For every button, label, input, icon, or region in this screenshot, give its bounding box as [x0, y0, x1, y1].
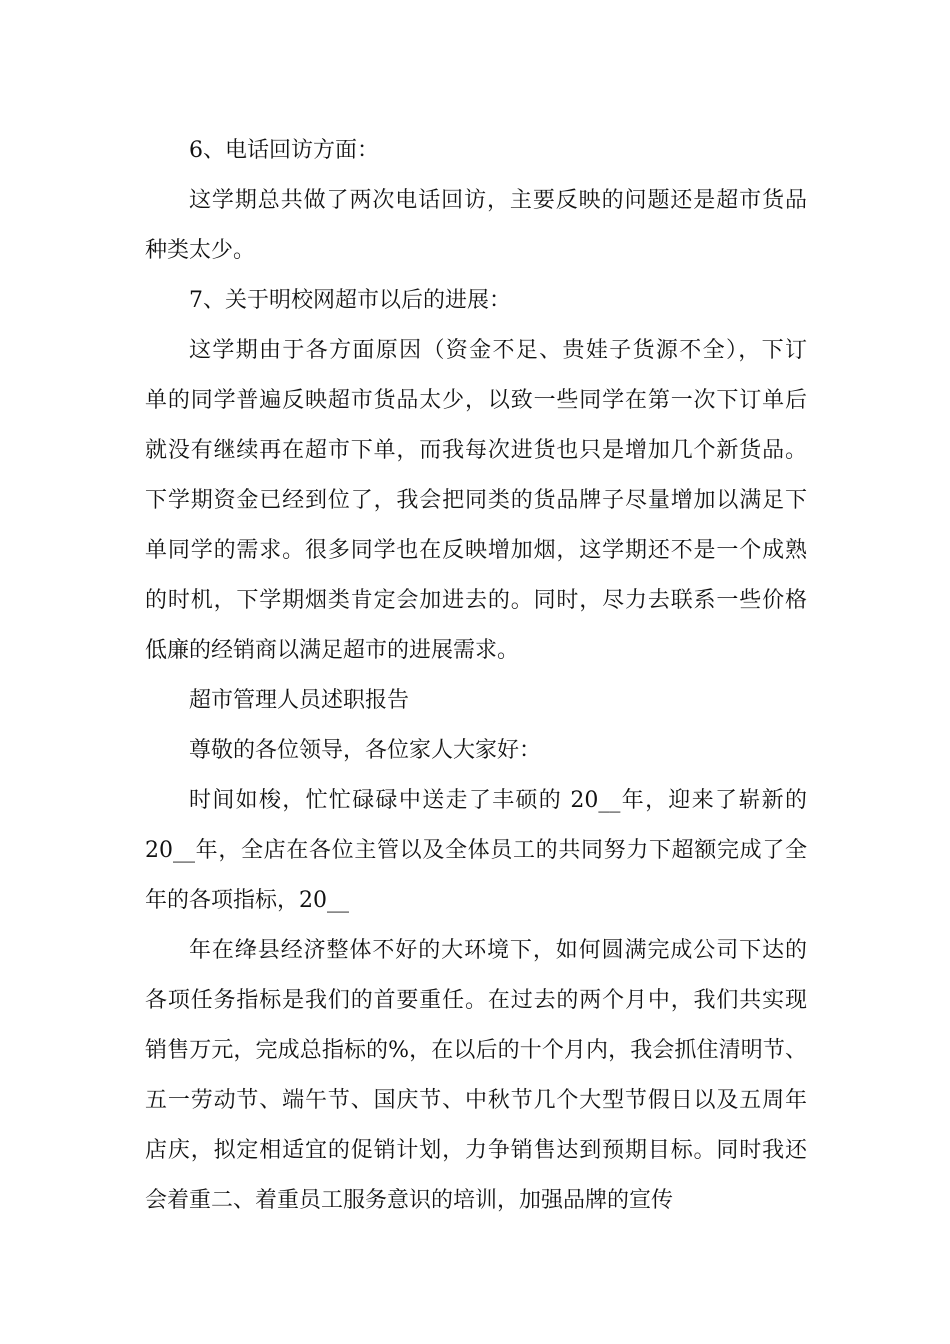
paragraph-line: 这学期总共做了两次电话回访，主要反映的问题还是超市货品	[189, 188, 807, 213]
paragraph-line: 时间如梭，忙忙碌碌中送走了丰硕的 20__年，迎来了崭新的	[189, 788, 807, 813]
paragraph-line: 就没有继续再在超市下单，而我每次进货也只是增加几个新货品。	[145, 438, 807, 463]
paragraph-line: 单同学的需求。很多同学也在反映增加烟，这学期还不是一个成熟	[145, 538, 807, 563]
paragraph-line: 下学期资金已经到位了，我会把同类的货品牌子尽量增加以满足下	[145, 488, 807, 513]
paragraph-line: 店庆，拟定相适宜的促销计划，力争销售达到预期目标。同时我还	[145, 1138, 807, 1163]
paragraph-line: 这学期由于各方面原因（资金不足、贵娃子货源不全），下订	[189, 338, 807, 363]
heading-phone-followup: 6、电话回访方面：	[189, 138, 379, 163]
paragraph-line: 会着重二、着重员工服务意识的培训，加强品牌的宣传	[145, 1188, 674, 1213]
paragraph-line: 单的同学普遍反映超市货品太少，以致一些同学在第一次下订单后	[145, 388, 807, 413]
paragraph-line: 年在绛县经济整体不好的大环境下，如何圆满完成公司下达的	[189, 938, 807, 963]
heading-supermarket-progress: 7、关于明校网超市以后的进展：	[189, 288, 511, 313]
paragraph-line: 各项任务指标是我们的首要重任。在过去的两个月中，我们共实现	[145, 988, 807, 1013]
paragraph-line: 年的各项指标，20__	[145, 888, 349, 913]
paragraph-line: 低廉的经销商以满足超市的进展需求。	[145, 638, 520, 663]
paragraph-line: 五一劳动节、端午节、国庆节、中秋节几个大型节假日以及五周年	[145, 1088, 807, 1113]
paragraph-line: 销售万元，完成总指标的%，在以后的十个月内，我会抓住清明节、	[145, 1038, 807, 1063]
paragraph-line: 20__年，全店在各位主管以及全体员工的共同努力下超额完成了全	[145, 838, 807, 863]
report-title: 超市管理人员述职报告	[189, 688, 410, 713]
paragraph-line: 种类太少。	[145, 238, 256, 263]
paragraph-line: 的时机，下学期烟类肯定会加进去的。同时，尽力去联系一些价格	[145, 588, 807, 613]
salutation: 尊敬的各位领导，各位家人大家好：	[189, 738, 542, 763]
